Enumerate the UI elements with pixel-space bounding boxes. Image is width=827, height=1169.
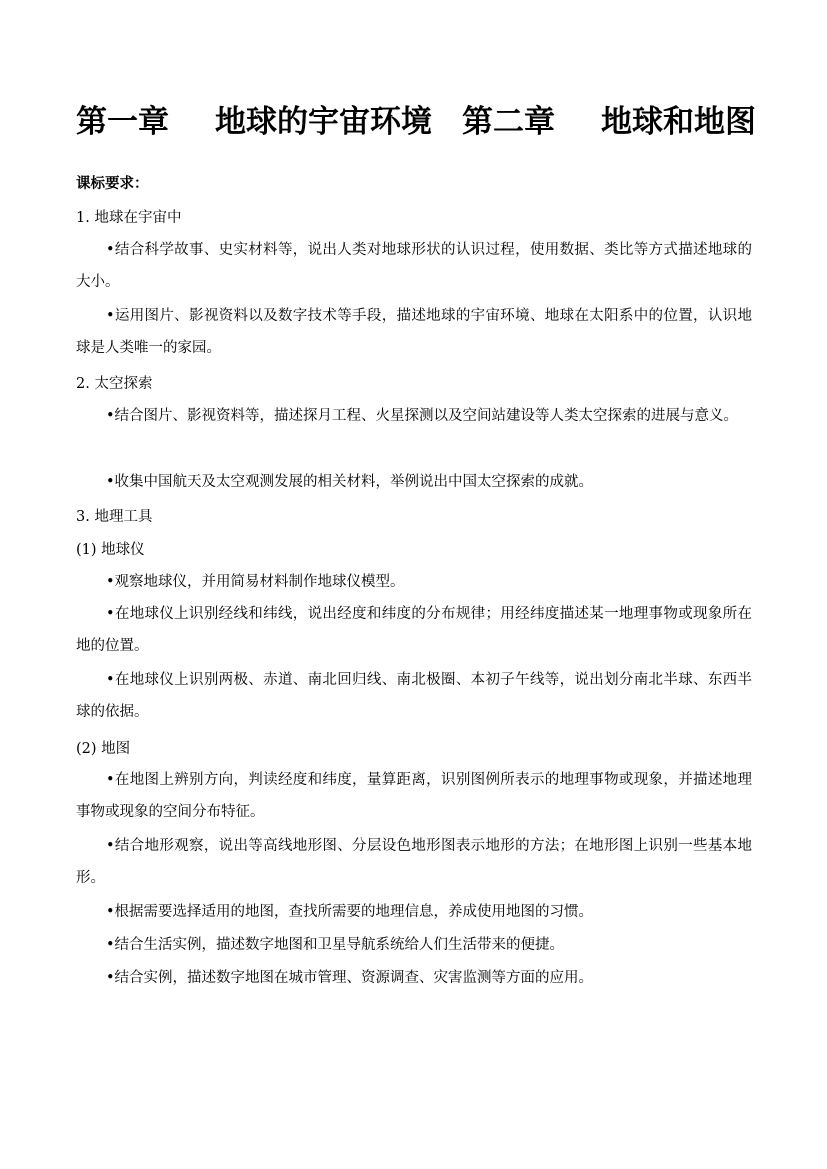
map-item-3: •根据需要选择适用的地图，查找所需要的地理信息，养成使用地图的习惯。 bbox=[106, 904, 594, 920]
chapter1-label: 第一章 bbox=[76, 104, 169, 140]
section-1-heading: 1. 地球在宇宙中 bbox=[76, 210, 182, 226]
subsection-globe-heading: (1) 地球仪 bbox=[76, 542, 145, 558]
globe-item-2: •在地球仪上识别经线和纬线，说出经度和纬度的分布规律；用经纬度描述某一地理事物或现象所在地的位置。 bbox=[76, 606, 752, 654]
section-3-heading: 3. 地理工具 bbox=[76, 509, 153, 525]
chapter1-name: 地球的宇宙环境 bbox=[215, 104, 432, 140]
section-2-item-1: •结合图片、影视资料等，描述探月工程、火星探测以及空间站建设等人类太空探索的进展与意义。 bbox=[106, 408, 739, 424]
curriculum-heading: 课标要求： bbox=[76, 175, 149, 192]
map-item-5: •结合实例，描述数字地图在城市管理、资源调查、灾害监测等方面的应用。 bbox=[106, 970, 594, 986]
page-title bbox=[76, 96, 766, 141]
section-2-heading: 2. 太空探索 bbox=[76, 376, 153, 392]
subsection-map-heading: (2) 地图 bbox=[76, 741, 131, 757]
globe-item-1: •观察地球仪，并用简易材料制作地球仪模型。 bbox=[106, 574, 405, 590]
globe-item-3: •在地球仪上识别两极、赤道、南北回归线、南北极圈、本初子午线等，说出划分南北半球、东西半球的依据。 bbox=[76, 672, 752, 720]
chapter2-label: 第二章 bbox=[462, 104, 555, 140]
chapter2-name: 地球和地图 bbox=[601, 104, 756, 140]
map-item-4: •结合生活实例，描述数字地图和卫星导航系统给人们生活带来的便捷。 bbox=[106, 937, 565, 953]
section-1-item-1: •结合科学故事、史实材料等，说出人类对地球形状的认识过程，使用数据、类比等方式描述地球的大小。 bbox=[76, 242, 752, 290]
section-2-item-2: •收集中国航天及太空观测发展的相关材料，举例说出中国太空探索的成就。 bbox=[106, 474, 594, 490]
map-item-1: •在地图上辨别方向，判读经度和纬度，量算距离，识别图例所表示的地理事物或现象，并描述地理事物或现象的空间分布特征。 bbox=[76, 772, 752, 820]
section-1-item-2: •运用图片、影视资料以及数字技术等手段，描述地球的宇宙环境、地球在太阳系中的位置，认识地球是人类唯一的家园。 bbox=[76, 308, 752, 356]
map-item-2: •结合地形观察，说出等高线地形图、分层设色地形图表示地形的方法；在地形图上识别一些基本地形。 bbox=[76, 838, 752, 886]
